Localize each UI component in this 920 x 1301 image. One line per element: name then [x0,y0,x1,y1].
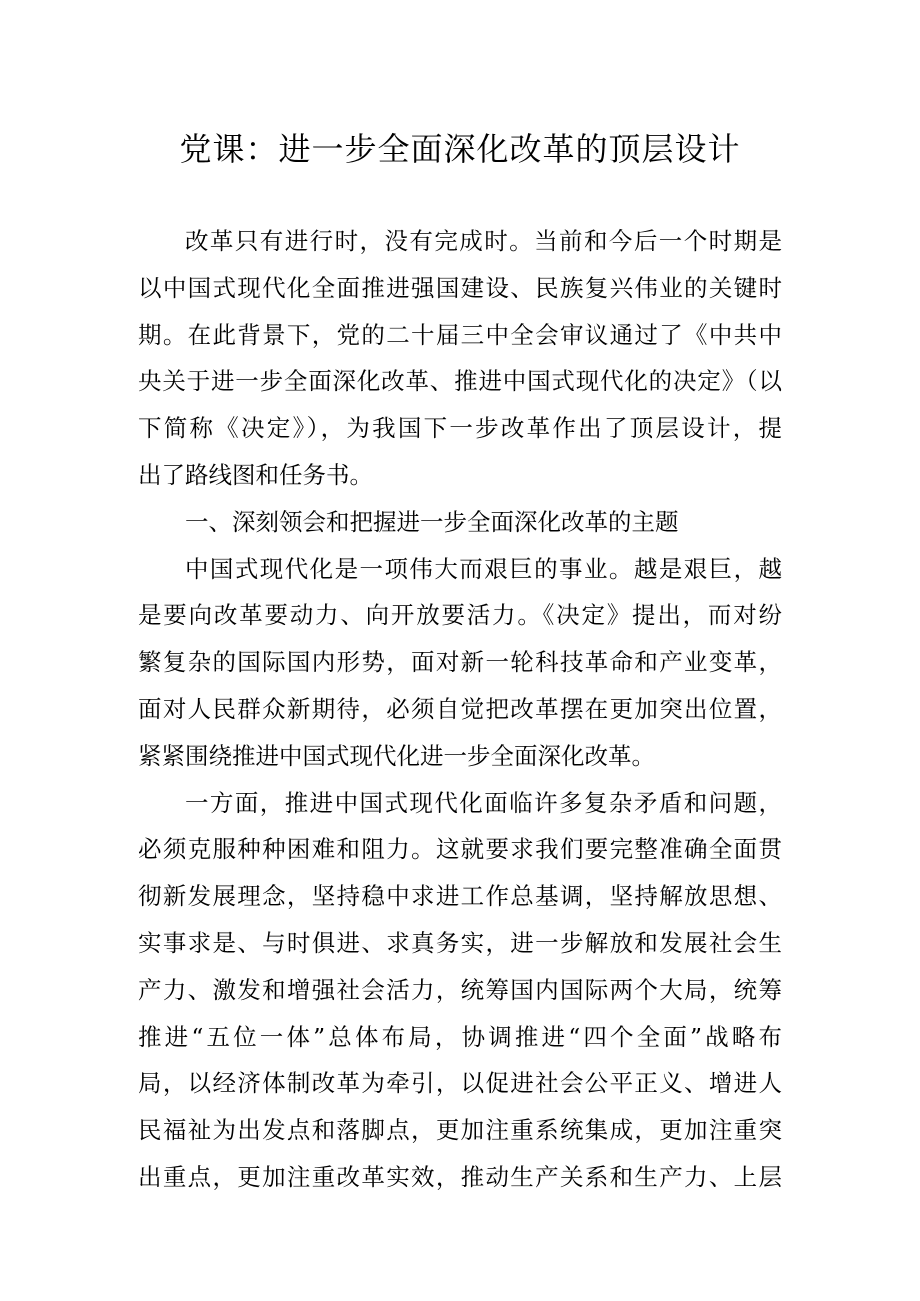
text-line: 一方面，推进中国式现代化面临许多复杂矛盾和问题， [185,788,782,817]
text-line: 中国式现代化是一项伟大而艰巨的事业。越是艰巨，越 [185,554,782,583]
text-line: 期。在此背景下，党的二十届三中全会审议通过了《中共中 [138,320,782,349]
text-line: 下简称《决定》），为我国下一步改革作出了顶层设计，提 [138,414,782,443]
document-title: 党课：进一步全面深化改革的顶层设计 [179,130,741,168]
text-line: 以中国式现代化全面推进强国建设、民族复兴伟业的关键时 [138,273,782,302]
text-line: 一、深刻领会和把握进一步全面深化改革的主题 [185,507,679,536]
text-line: 繁复杂的国际国内形势，面对新一轮科技革命和产业变革， [138,648,782,677]
text-line: 实事求是、与时俱进、求真务实，进一步解放和发展社会生 [138,928,782,957]
text-line: 推进“五位一体”总体布局，协调推进“四个全面”战略布 [138,1022,782,1051]
document-body [138,218,782,1201]
text-line: 彻新发展理念，坚持稳中求进工作总基调，坚持解放思想、 [138,882,782,911]
text-line: 改革只有进行时，没有完成时。当前和今后一个时期是 [185,227,782,255]
text-line: 出重点，更加注重改革实效，推动生产关系和生产力、上层 [138,1162,782,1191]
text-line: 紧紧围绕推进中国式现代化进一步全面深化改革。 [138,741,655,770]
text-line: 必须克服种种困难和阻力。这就要求我们要完整准确全面贯 [138,835,782,864]
text-line: 局，以经济体制改革为牵引，以促进社会公平正义、增进人 [138,1069,782,1098]
text-line: 央关于进一步全面深化改革、推进中国式现代化的决定》（以 [138,367,782,396]
text-line: 面对人民群众新期待，必须自觉把改革摆在更加突出位置， [138,694,782,723]
text-line: 出了路线图和任务书。 [138,460,373,489]
text-line: 民福祉为出发点和落脚点，更加注重系统集成，更加注重突 [138,1116,782,1145]
text-line: 产力、激发和增强社会活力，统筹国内国际两个大局，统筹 [138,975,782,1004]
text-line: 是要向改革要动力、向开放要活力。《决定》提出，而对纷 [138,601,782,630]
